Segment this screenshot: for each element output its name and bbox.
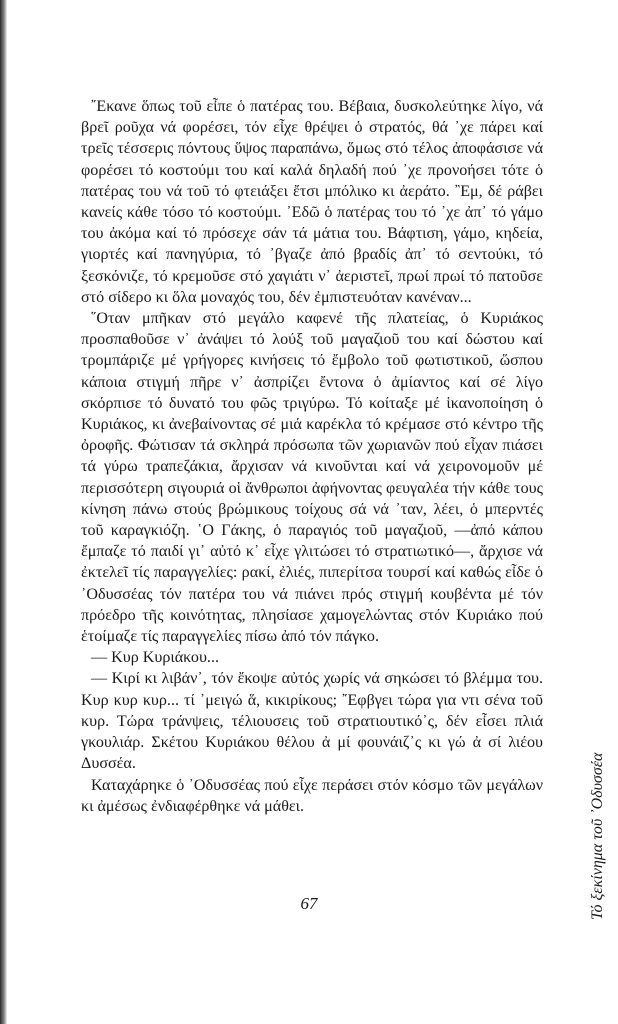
paragraph-closing: Καταχάρηκε ὁ ᾽Οδυσσέας πού εἶχε περάσει στόν κόσμο τῶν μεγάλων κι ἀμέσως ἐνδιαφέρθηκε νά μάθει.: [81, 776, 543, 815]
page-number: 67: [300, 894, 318, 913]
running-head: Τό ξεκίνημα τοῦ ᾽Οδυσσέα: [589, 752, 606, 920]
dialogue-line-1: — Κυρ Κυριάκου...: [91, 649, 219, 667]
book-binding-edge: [0, 0, 7, 1024]
paragraph-suit: ῎Εκανε ὅπως τοῦ εἶπε ὁ πατέρας του. Βέβαια, δυσκολεύτηκε λίγο, νά βρεῖ ροῦχα νά φορέσει, τόν εἶχε θρέψει ὁ στρατός, θά ᾽χε πάρει καί τρεῖς τέσσερις πόντους ὕψος παραπάνω, ὅμως στό τέλος ἀποφάσισε νά φορέσει τό κοστούμι του καί καλά δηλαδή πού ᾽χε προνοήσει τότε ὁ πατέρας του νά τοῦ τό φτειάξει ἔτσι μπόλικο κι ἀεράτο. ῍Εμ, δέ ράβει κανείς κάθε τόσο τό κοστούμι. ᾽Εδῶ ὁ πατέρας του τό ᾽χε ἀπ᾽ τό γάμο του ἀκόμα καί τό πρόσεχε σάν τά μάτια του. Βάφτιση, γάμο, κηδεία, γιορτές καί πανηγύρια, τό ᾽βγαζε ἀπό βραδίς ἀπ᾽ τό σεντούκι, τό ξεσκόνιζε, τό κρεμοῦσε στό χαγιάτι ν᾽ ἀεριστεῖ, πρωί πρωί τό πατοῦσε στό σίδερο κι ὅλα μοναχός του, δέν ἐμπιστευόταν κανέναν...: [81, 98, 543, 306]
dialogue-line-2: — Κιρί κι λιβάν᾽, τόν ἔκοψε αὐτός χωρίς νά σηκώσει τό βλέμμα του. Κυρ κυρ κυρ... τί ᾽μειγώ ἅ, κικιρίκους; ῎Εφβγει τώρα για ντι σένα τοῦ κυρ. Τώρα τράνψεις, τέλιουσεις τοῦ στρατιουτικό᾽ς, δέν εἶσει πλιά γκουλιάρ. Σκέτου Κυριάκου θέλου ἀ μί φουνάιζ᾽ς κι γώ ἀ σί λιέου Δυσσέα.: [81, 670, 543, 773]
paragraph-cafe: ῞Οταν μπῆκαν στό μεγάλο καφενέ τῆς πλατείας, ὁ Κυριάκος προσπαθοῦσε ν᾽ ἀνάψει τό λούξ τοῦ μαγαζιοῦ του καί δώστου καί τρομπάριζε μέ γρήγορες κινήσεις τό ἔμβολο τοῦ φωτιστικοῦ, ὥσπου κάποια στιγμή πῆρε ν᾽ ἀσπρίζει ἔντονα ὁ ἀμίαντος καί σέ λίγο σκόρπισε τό δυνατό του φῶς τριγύρω. Τό κοίταξε μέ ἱκανοποίηση ὁ Κυριάκος, κι ἀνεβαίνοντας σέ μιά καρέκλα τό κρέμασε στό κέντρο τῆς ὀροφῆς. Φώτισαν τά σκληρά πρόσωπα τῶν χωριανῶν πού εἶχαν πιάσει τά γύρω τραπεζάκια, ἄρχισαν νά κινοῦνται καί νά χειρονομοῦν μέ περισσότερη σιγουριά οἱ ἄνθρωποι ἀφήνοντας φευγαλέα τήν κάθε τους κίνηση πάνω στούς βρώμικους τοίχους σά νά ᾽ταν, λέει, ὁ μπερντές τοῦ καραγκιόζη. ῾Ο Γάκης, ὁ παραγιός τοῦ μαγαζιοῦ, —ἀπό κάπου ἔμπαζε τό παιδί γι᾽ αὐτό κ᾽ εἶχε γλιτώσει τό στρατιωτικό—, ἄρχισε νά ἐκτελεῖ τίς παραγγελίες: ρακί, ἐλιές, πιπερίτσα τουρσί καί καθώς εἶδε ὁ ᾽Οδυσσέας τόν πατέρα του νά πιάνει πρός στιγμή κουβέντα μέ τόν πρόεδρο τῆς κοινότητας, πλησίασε χαμογελώντας στόν Κυριάκο πού ἑτοίμαζε τίς παραγγελίες πίσω ἀπό τόν πάγκο.: [81, 310, 543, 646]
body-text: [81, 96, 543, 817]
